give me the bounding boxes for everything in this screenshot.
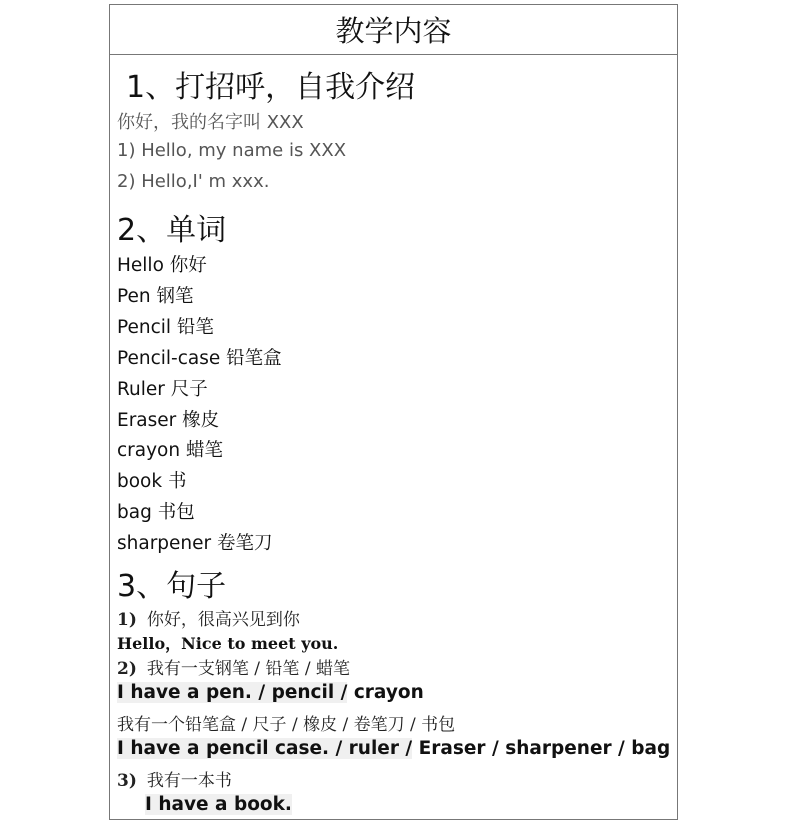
word-item: Hello 你好 [117,255,207,276]
sentence-2b-chinese: 我有一个铅笔盒 / 尺子 / 橡皮 / 卷笔刀 / 书包 [117,715,456,735]
word-item: bag 书包 [117,502,195,523]
sentence-2-english-rest: crayon [347,682,424,703]
table-title: 教学内容 [335,14,452,48]
word-item: sharpener 卷笔刀 [117,533,273,554]
section-1-heading: 1、打招呼，自我介绍 [126,70,416,105]
sentence-3-chinese [117,766,232,791]
sentence-2-cn-text: 我有一支钢笔 / 铅笔 / 蜡笔 [146,659,350,679]
greeting-line-2: 2) Hello,I' m xxx. [117,171,270,192]
word-item: book 书 [117,471,187,492]
sentence-1-chinese [117,605,300,630]
sentence-2-chinese [117,654,350,679]
section-2-heading: 2、单词 [117,213,227,248]
word-item: Pencil 铅笔 [117,317,214,338]
sentence-3-number: 3) [117,771,137,791]
sentence-3-cn-text: 我有一本书 [146,771,232,791]
word-item: crayon 蜡笔 [117,440,223,461]
sentence-2-number: 2) [117,659,137,679]
sentence-1-english: Hello，Nice to meet you. [117,634,339,653]
greeting-chinese: 你好，我的名字叫 XXX [117,112,304,133]
sentence-3-english [145,794,292,815]
sentence-2b-english-rest: Eraser / sharpener / bag [412,738,671,759]
content-table [109,4,678,820]
sentence-2-english [117,682,424,703]
section-3-heading: 3、句子 [117,569,227,604]
sentence-2-english-highlight: I have a pen. / pencil / [117,682,348,703]
word-item: Eraser 橡皮 [117,410,220,431]
sentence-2b-english-highlight: I have a pencil case. / ruler / [117,738,413,759]
greeting-line-1: 1) Hello, my name is XXX [117,140,347,161]
sentence-3-english-highlight: I have a book. [145,794,292,815]
sentence-2b-english [117,738,670,759]
table-header [110,5,677,55]
word-item: Pencil-case 铅笔盒 [117,348,282,369]
sentence-1-cn-text: 你好，很高兴见到你 [146,610,300,630]
word-item: Ruler 尺子 [117,379,208,400]
word-item: Pen 钢笔 [117,286,194,307]
sentence-1-number: 1) [117,610,137,630]
